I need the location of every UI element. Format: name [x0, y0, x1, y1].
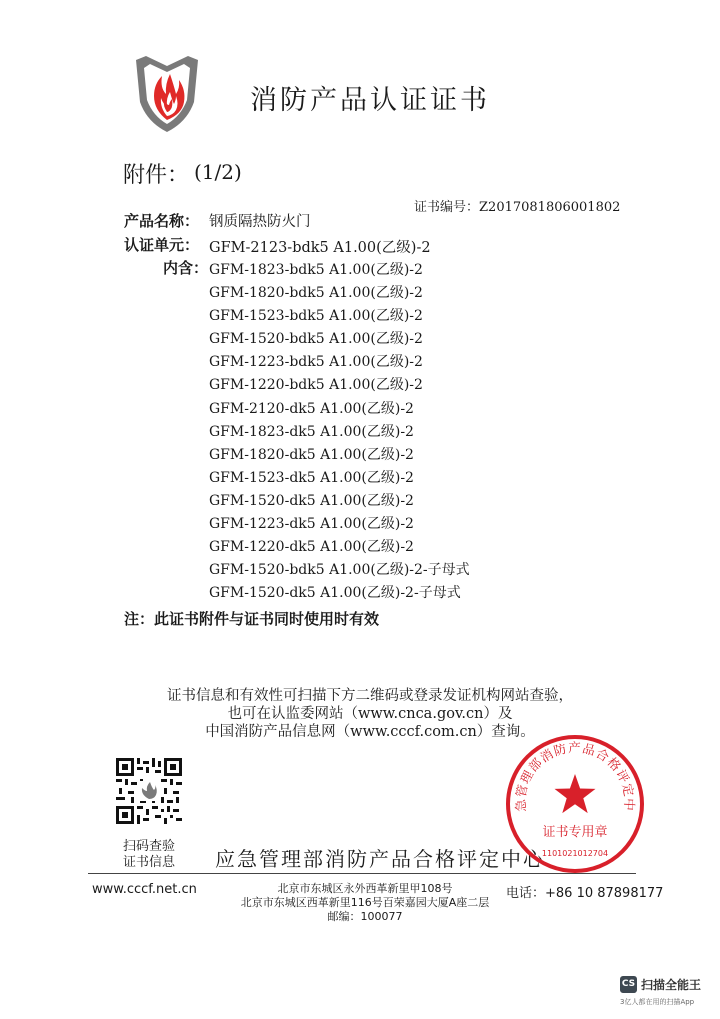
footer-website: www.cccf.net.cn — [92, 882, 197, 897]
seal-star — [555, 774, 596, 813]
verification-line-2: 也可在认监委网站（www.cnca.gov.cn）及 — [227, 706, 513, 722]
cert-unit-label: 认证单元： — [124, 236, 200, 254]
seal-center-text: 证书专用章 — [542, 825, 608, 840]
model-item: GFM-1523-bdk5 A1.00(乙级)-2 — [209, 308, 423, 325]
cert-unit-value: GFM-2123-bdk5 A1.00(乙级)-2 — [209, 240, 431, 256]
product-name-value: 钢质隔热防火门 — [209, 214, 311, 230]
verification-line-3: 中国消防产品信息网（www.cccf.com.cn）查询。 — [205, 724, 535, 740]
model-item: GFM-1823-dk5 A1.00(乙级)-2 — [209, 423, 414, 440]
footer-postcode: 邮编：100077 — [327, 910, 403, 923]
scanner-app-name: 扫描全能王 — [641, 978, 702, 992]
footer-address-2: 北京市东城区西革新里116号百荣嘉园大厦A座二层 — [240, 896, 490, 909]
certificate-number — [414, 196, 620, 215]
model-item: GFM-1220-dk5 A1.00(乙级)-2 — [209, 539, 414, 556]
validity-note: 注：此证书附件与证书同时使用时有效 — [124, 610, 380, 628]
verification-line-1: 证书信息和有效性可扫描下方二维码或登录发证机构网站查验， — [167, 688, 573, 704]
attachment-label: 附件： — [123, 163, 190, 188]
model-item: GFM-1820-dk5 A1.00(乙级)-2 — [209, 446, 414, 463]
model-list — [209, 259, 470, 605]
model-item: GFM-1223-dk5 A1.00(乙级)-2 — [209, 516, 414, 533]
model-item: GFM-1520-dk5 A1.00(乙级)-2 — [209, 492, 414, 509]
qr-code[interactable] — [116, 758, 182, 824]
model-item: GFM-1523-dk5 A1.00(乙级)-2 — [209, 469, 414, 486]
qr-caption-1: 扫码查验 — [122, 839, 175, 854]
footer-address-1: 北京市东城区永外西革新里甲108号 — [277, 882, 453, 895]
model-item: GFM-1820-bdk5 A1.00(乙级)-2 — [209, 285, 423, 302]
seal-code: 1101021012704 — [541, 849, 609, 858]
model-item: GFM-2120-dk5 A1.00(乙级)-2 — [209, 400, 414, 417]
scanner-app-slogan: 3亿人都在用的扫描App — [620, 998, 695, 1006]
qr-caption-2: 证书信息 — [122, 855, 175, 870]
model-item: GFM-1520-dk5 A1.00(乙级)-2-子母式 — [209, 585, 461, 602]
model-item: GFM-1223-bdk5 A1.00(乙级)-2 — [209, 354, 423, 371]
fire-certification-logo — [132, 50, 202, 134]
includes-label: 内含： — [163, 259, 209, 277]
certificate-number-value: Z2017081806001802 — [479, 200, 621, 215]
model-item: GFM-1520-bdk5 A1.00(乙级)-2-子母式 — [209, 562, 470, 579]
scanner-watermark — [620, 976, 712, 1016]
product-name-label: 产品名称： — [124, 212, 200, 230]
footer-divider — [88, 873, 636, 874]
attachment-page: (1/2) — [194, 160, 242, 184]
model-item: GFM-1520-bdk5 A1.00(乙级)-2 — [209, 331, 423, 348]
seal-text: 急管理部消防产品合格评定中 — [512, 740, 638, 813]
document-title: 消防产品认证证书 — [250, 85, 490, 116]
issuer-name: 应急管理部消防产品合格评定中心 — [215, 847, 545, 871]
scanner-logo-icon: CS — [620, 976, 637, 993]
official-seal — [503, 732, 647, 876]
certificate-number-label: 证书编号： — [414, 200, 480, 215]
footer-phone: 电话：+86 10 87898177 — [506, 886, 664, 901]
model-item: GFM-1823-bdk5 A1.00(乙级)-2 — [209, 262, 423, 278]
model-item: GFM-1220-bdk5 A1.00(乙级)-2 — [209, 377, 423, 394]
